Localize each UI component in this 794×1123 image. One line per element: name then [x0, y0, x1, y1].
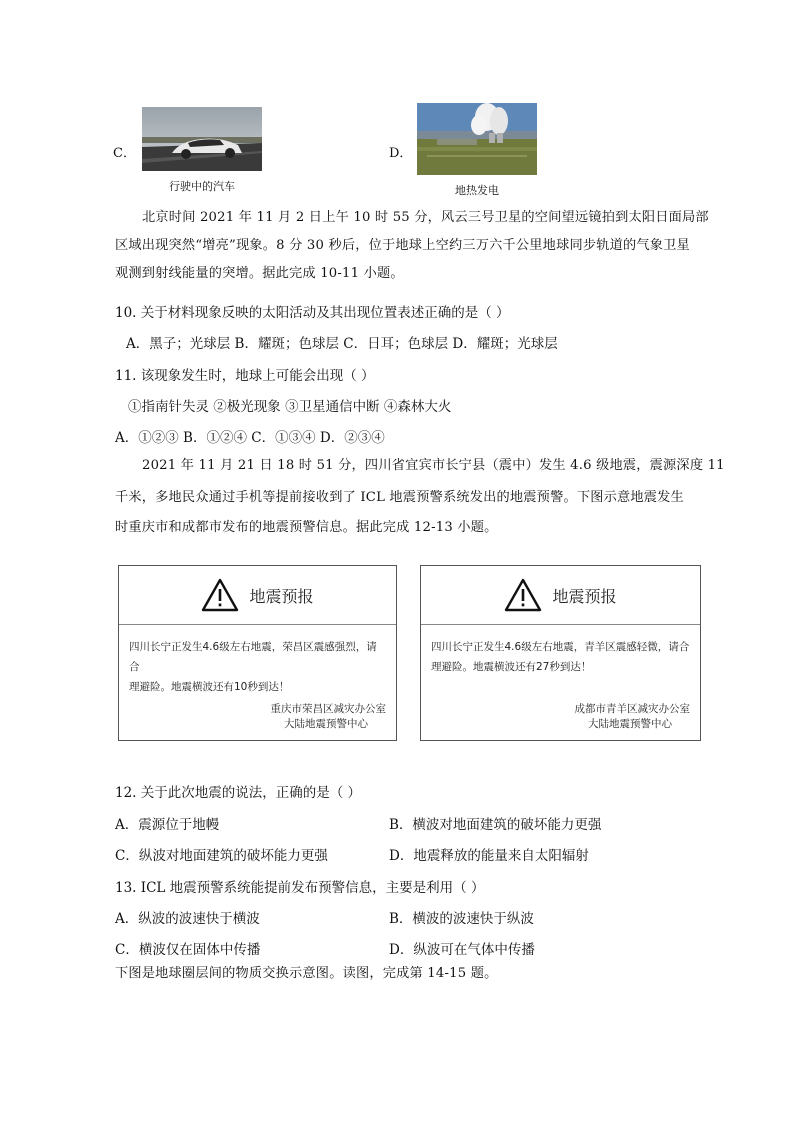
alert-message-line2: 理避险。地震横波还有10秒到达！ — [129, 681, 290, 693]
q11-items: ①指南针失灵 ②极光现象 ③卫星通信中断 ④森林大火 — [128, 399, 452, 415]
alert-message-line1: 四川长宁正发生4.6级左右地震，青羊区震感轻微，请合 — [431, 641, 690, 653]
alert-source-center: 大陆地震预警中心 — [284, 718, 368, 730]
car-caption: 行驶中的汽车 — [169, 180, 235, 193]
option-c-label: C． — [113, 146, 136, 161]
q10-options: A．黑子；光球层 B．耀斑；色球层 C．日耳；色球层 D．耀斑；光球层 — [126, 336, 558, 352]
warning-icon — [504, 578, 542, 612]
car-icon — [142, 107, 262, 171]
passage1-line1: 北京时间 2021 年 11 月 2 日上午 10 时 55 分，风云三号卫星的空间望远镜拍到太阳日面局部 — [142, 210, 709, 225]
q12-option-b: B．横波对地面建筑的破坏能力更强 — [389, 817, 602, 833]
q12-option-a: A．震源位于地幔 — [115, 817, 220, 833]
alert-box-chongqing — [118, 565, 397, 741]
alert-source-org: 成都市青羊区减灾办公室 — [574, 703, 690, 715]
passage2-line1: 2021 年 11 月 21 日 18 时 51 分，四川省宜宾市长宁县（震中）发生 4.6 级地震，震源深度 11 — [142, 458, 725, 473]
alert-title: 地震预报 — [552, 586, 617, 606]
q11-options: A．①②③ B．①②④ C．①③④ D．②③④ — [115, 430, 385, 446]
alert-header — [421, 566, 700, 625]
alert-source-center: 大陆地震预警中心 — [588, 718, 672, 730]
q13-option-a: A．纵波的波速快于横波 — [115, 911, 260, 927]
passage3: 下图是地球圈层间的物质交换示意图。读图，完成第 14-15 题。 — [115, 966, 498, 981]
alert-message — [421, 625, 700, 677]
alert-message-line2: 理避险。地震横波还有27秒到达！ — [431, 661, 592, 673]
q13-option-d: D．纵波可在气体中传播 — [389, 942, 535, 958]
q10-stem: 10. 关于材料现象反映的太阳活动及其出现位置表述正确的是（ ） — [115, 305, 510, 321]
car-image — [142, 107, 262, 171]
q13-option-b: B．横波的波速快于纵波 — [389, 911, 534, 927]
alert-source — [575, 702, 691, 732]
q13-stem: 13. ICL 地震预警系统能提前发布预警信息，主要是利用（ ） — [115, 880, 485, 896]
geothermal-plant-icon — [417, 103, 537, 175]
passage2-line3: 时重庆市和成都市发布的地震预警信息。据此完成 12-13 小题。 — [115, 520, 498, 535]
warning-icon — [201, 578, 239, 612]
q11-stem: 11. 该现象发生时，地球上可能会出现（ ） — [115, 368, 375, 384]
q12-option-c: C．纵波对地面建筑的破坏能力更强 — [115, 848, 328, 864]
alert-source — [271, 702, 387, 732]
geothermal-image — [417, 103, 537, 175]
passage1-line3: 观测到射线能量的突增。据此完成 10-11 小题。 — [115, 266, 404, 281]
q13-option-c: C．横波仅在固体中传播 — [115, 942, 261, 958]
q12-stem: 12. 关于此次地震的说法，正确的是（ ） — [115, 785, 362, 801]
alert-source-org: 重庆市荣昌区减灾办公室 — [270, 703, 386, 715]
alert-box-chengdu — [420, 565, 701, 741]
alert-header — [119, 566, 396, 625]
q12-option-d: D．地震释放的能量来自太阳辐射 — [389, 848, 589, 864]
passage2-line2: 千米，多地民众通过手机等提前接收到了 ICL 地震预警系统发出的地震预警。下图示意地震发生 — [115, 490, 684, 505]
alert-message-line1: 四川长宁正发生4.6级左右地震，荣昌区震感强烈，请合 — [129, 641, 377, 673]
option-d-label: D． — [389, 146, 413, 161]
alert-title: 地震预报 — [249, 586, 314, 606]
geothermal-caption: 地热发电 — [455, 184, 499, 197]
alert-message — [119, 625, 396, 697]
passage1-line2: 区域出现突然“增亮”现象。8 分 30 秒后，位于地球上空约三万六千公里地球同步轨道的气象卫星 — [115, 238, 690, 253]
